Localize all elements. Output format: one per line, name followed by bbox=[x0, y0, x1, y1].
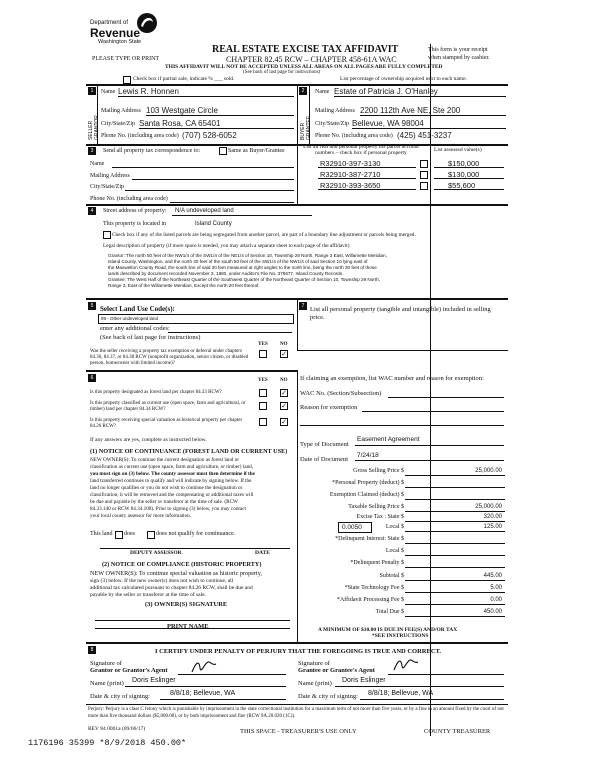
notice1-title: (1) NOTICE OF CONTINUANCE (FOREST LAND OR CURRENT USE) bbox=[90, 448, 288, 455]
notice1-line: classification, it will be removed and the compensating or additional taxes will bbox=[90, 492, 254, 498]
partial-sale-checkbox[interactable] bbox=[123, 76, 131, 84]
assessed-value[interactable]: $55,600 bbox=[448, 181, 476, 190]
section-3-marker: 3 bbox=[88, 147, 96, 155]
minimum-note: A MINIMUM OF $10.00 IS DUE IN FEE(S) AND/OR TAX bbox=[318, 627, 458, 633]
notice1-line: land no longer qualifies or you do not wish to continue the designation or bbox=[90, 485, 243, 491]
seller-address-label: Mailing Address bbox=[101, 108, 141, 114]
grantee-agent-label: Grantee or Grantee's Agent bbox=[298, 667, 375, 674]
section-2-marker: 2 bbox=[299, 87, 307, 95]
grantee-date[interactable]: 8/8/18; Bellevue, WA bbox=[368, 690, 434, 697]
rule bbox=[97, 86, 98, 144]
seller-city-label: City/State/Zip bbox=[101, 121, 135, 127]
forest-question: Is this property designated as forest land per chapter 84.33 RCW? bbox=[90, 390, 222, 395]
grantee-name-label: Name (print) bbox=[298, 680, 332, 687]
print-name-label: PRINT NAME bbox=[167, 623, 209, 630]
tax-row-label: Local $ bbox=[385, 548, 404, 554]
agency-line2: Revenue bbox=[90, 26, 141, 40]
rule bbox=[100, 548, 290, 549]
buyer-phone-label: Phone No. (including area code) bbox=[315, 133, 393, 139]
notice1-line: 84.33.140 or RCW 84.34.108). Prior to signing (3) below, you may contact bbox=[90, 506, 246, 512]
tax-row-label: *Delinquent Penalty $ bbox=[350, 560, 404, 566]
this-land-label: This land bbox=[90, 531, 113, 537]
section-7-marker: 7 bbox=[299, 302, 307, 310]
receipt-note-1: This form is your receipt bbox=[428, 47, 488, 53]
yes-header: YES bbox=[258, 378, 268, 383]
seller-address[interactable]: 103 Westgate Circle bbox=[146, 106, 218, 115]
rule bbox=[405, 580, 505, 581]
correspondence-label: Send all property tax correspondence to: bbox=[103, 148, 201, 154]
land-use-see-back: (See back of last page for instructions) bbox=[100, 334, 201, 341]
tax-row-value[interactable]: 320.00 bbox=[483, 514, 502, 520]
rule bbox=[125, 190, 294, 191]
grantee-name[interactable]: Doris Eslinger bbox=[342, 677, 386, 684]
reason-label: Reason for exemption bbox=[300, 404, 358, 411]
notice1-line: land transferred continues to qualify and will indicate by signing below. If the bbox=[90, 478, 252, 484]
current-use-no-checkbox[interactable]: ✓ bbox=[281, 402, 287, 410]
exemption-yes-checkbox[interactable] bbox=[259, 350, 267, 358]
section-rule bbox=[86, 370, 298, 372]
rule bbox=[405, 487, 505, 488]
corr-phone-label: Phone No. (including area code) bbox=[90, 196, 168, 202]
notice2-title: (2) NOTICE OF COMPLIANCE (HISTORIC PROPERTY) bbox=[102, 561, 262, 568]
rule bbox=[168, 332, 292, 333]
grantor-date-label: Date & city of signing: bbox=[90, 693, 150, 700]
section-5-marker: 5 bbox=[88, 302, 96, 310]
receipt-note-2: when stamped by cashier. bbox=[428, 55, 490, 61]
rule bbox=[405, 521, 505, 522]
forest-no-checkbox[interactable]: ✓ bbox=[281, 389, 287, 397]
personal-property-checkbox[interactable] bbox=[420, 160, 428, 168]
legal-line: Range 3, East of the Willamette Meridian, Except the north 20 feet thereof. bbox=[108, 283, 260, 288]
seller-phone-label: Phone No. (including area code) bbox=[101, 133, 179, 139]
tax-row-label: *State Technology Fee $ bbox=[344, 585, 404, 591]
rule bbox=[405, 592, 505, 593]
tax-row-label: *Personal Property (deduct) $ bbox=[332, 480, 404, 486]
seller-city[interactable]: Santa Rosa, CA 65401 bbox=[139, 119, 221, 128]
parcel-number[interactable]: R32910-393-3650 bbox=[320, 181, 381, 190]
exemption-question: Was the seller receiving a property tax exemption or deferral under chapters 84.36, 84.37, or 84.38 RCW (nonprofit organization, senior citizen, or disabled person, homeowner with limited income)? bbox=[90, 349, 249, 366]
section-rule bbox=[86, 642, 508, 644]
rule bbox=[434, 167, 504, 168]
section-1-marker: 1 bbox=[88, 87, 96, 95]
local-rate-box[interactable] bbox=[338, 522, 372, 533]
see-back: (See back of last page for instructions) bbox=[243, 70, 321, 75]
does-not-label: does not qualify for continuance. bbox=[156, 531, 236, 537]
additional-codes-label: enter any additional codes: bbox=[100, 325, 170, 332]
same-as-buyer-label: Same as Buyer/Grantee bbox=[228, 148, 285, 154]
rule bbox=[434, 178, 504, 179]
no-header: NO bbox=[280, 342, 288, 347]
exemption-no-checkbox[interactable]: ✓ bbox=[281, 350, 287, 358]
located-in-label: This property is located in bbox=[103, 221, 166, 227]
historic-question: Is this property receiving special valuation as historical property per chapter 84.26 RCW? bbox=[90, 418, 243, 429]
historic-yes-checkbox[interactable] bbox=[259, 418, 267, 426]
perjury-text: Perjury: Perjury is a class C felony which is punishable by imprisonment in the state correctional institution for a maximum term of not more than five years, or by a fine in an amount fixed by the court of not more than five thousand dollars ($5,000.00), or by both imprisonment and fine (RCW 9A.20.020 (1C)). bbox=[88, 707, 504, 719]
rule bbox=[297, 370, 298, 642]
rule bbox=[297, 144, 298, 204]
rule bbox=[300, 425, 504, 426]
tax-row-value[interactable]: 25,000.00 bbox=[475, 504, 502, 510]
tax-row-label: *Delinquent Interest: State $ bbox=[335, 536, 404, 542]
legal-line: Grantee: The West Half of the Northeast Quarter of the Southwest Quarter of the Northeast Quarter of Section 10, Township 29 North, bbox=[108, 277, 380, 282]
tax-row-value[interactable]: 25,000.00 bbox=[475, 468, 502, 474]
rule bbox=[405, 531, 505, 532]
agency-line3: Washington State bbox=[98, 39, 142, 45]
rule bbox=[318, 167, 416, 168]
does-label: does bbox=[124, 531, 135, 537]
doc-date-label: Date of Document bbox=[300, 456, 349, 463]
rule bbox=[170, 202, 294, 203]
legal-line: Grantor: The north 50 feet of the NW1/4 of the SW1/4 of the NE1/4 of Section 10, Township 29 North, Range 3 East, Willamette Meridian, bbox=[108, 253, 387, 258]
assessed-value[interactable]: $130,000 bbox=[448, 170, 480, 179]
legal-label: Legal description of property (if more space is needed, you may attach a separate sheet to each page of the affidavit) bbox=[103, 243, 350, 249]
grantor-name[interactable]: Doris Eslinger bbox=[132, 677, 176, 684]
rule bbox=[146, 115, 294, 116]
rule bbox=[335, 686, 504, 687]
reason-input[interactable] bbox=[362, 411, 504, 412]
no-header: NO bbox=[280, 378, 288, 383]
grantee-date-label: Date & city of signing: bbox=[298, 693, 358, 700]
rule bbox=[405, 499, 505, 500]
current-use-yes-checkbox[interactable] bbox=[259, 402, 267, 410]
tax-row-label: Taxable Selling Price $ bbox=[348, 504, 404, 510]
notice1-line: classification as current use (open space, farm and agriculture, or timber) land, bbox=[90, 464, 254, 470]
rule bbox=[118, 96, 294, 97]
warning-text: THIS AFFIDAVIT WILL NOT BE ACCEPTED UNLESS ALL AREAS ON ALL PAGES ARE FULLY COMPLETED bbox=[165, 64, 443, 70]
local-rate: 0.0050 bbox=[342, 524, 362, 531]
street-label: Street address of property: bbox=[103, 208, 167, 214]
land-use-select[interactable] bbox=[98, 314, 294, 324]
grantor-agent-label: Grantor or Grantor's Agent bbox=[90, 667, 168, 674]
see-instructions: *SEE INSTRUCTIONS bbox=[372, 633, 429, 639]
rule bbox=[355, 445, 504, 446]
grantee-signature-icon bbox=[392, 656, 422, 674]
rule bbox=[352, 128, 506, 129]
chapter-ref: CHAPTER 82.45 RCW – CHAPTER 458-61A WAC bbox=[226, 55, 397, 64]
agency-line1: Department of bbox=[90, 20, 129, 26]
seller-name[interactable]: Lewis R. Honnen bbox=[118, 87, 179, 96]
corr-address-label: Mailing Address bbox=[90, 173, 130, 179]
wac-input[interactable] bbox=[388, 397, 504, 398]
rule bbox=[160, 699, 286, 700]
qualifies-checkbox[interactable] bbox=[115, 531, 123, 539]
form-title: REAL ESTATE EXCISE TAX AFFIDAVIT bbox=[212, 44, 399, 55]
notice2-line: NEW OWNER(S): To continue special valuation as historic property, bbox=[90, 570, 262, 577]
grantor-sig-label: Signature of bbox=[90, 660, 122, 667]
land-use-label: Select Land Use Code(s): bbox=[100, 305, 175, 313]
legal-line: Island County, Washington, and the north 30 feet of the south 50 feet of the SW1/4 of the NW1/4 of said Section 10 lying east of bbox=[108, 259, 368, 264]
notice2-line: payable by the seller or transferor at the time of sale. bbox=[90, 592, 206, 598]
rule bbox=[405, 543, 505, 544]
personal-property-checkbox[interactable] bbox=[420, 171, 428, 179]
certification-heading: I CERTIFY UNDER PENALTY OF PERJURY THAT THE FOREGOING IS TRUE AND CORRECT. bbox=[155, 648, 442, 655]
tax-row-label: Excise Tax : State $ bbox=[356, 514, 404, 520]
boundary-label: Check box if any of the listed parcels are being segregated from another parcel, are part of a boundary line adjustment or parcels being merged. bbox=[112, 232, 416, 238]
notice1-line: NEW OWNER(S): To continue the current designation as forest land or bbox=[90, 457, 239, 463]
buyer-name-label: Name bbox=[315, 89, 330, 95]
please-type: PLEASE TYPE OR PRINT bbox=[92, 56, 160, 62]
rule bbox=[309, 86, 310, 144]
grantor-date[interactable]: 8/8/18; Bellevue, WA bbox=[170, 690, 236, 697]
doc-date-value[interactable]: 7/24/18 bbox=[357, 452, 379, 459]
rule bbox=[405, 616, 505, 617]
notice2-line: additional tax calculated pursuant to chapter 84.26 RCW, shall be due and bbox=[90, 585, 253, 591]
tax-row-label: Gross Selling Price $ bbox=[353, 468, 404, 474]
rule bbox=[112, 167, 294, 168]
partial-sale-label: Check box if partial sale, indicate % ___ sold. bbox=[133, 76, 235, 82]
rule bbox=[355, 460, 504, 461]
form-number: REV 84 0001a (09/06/17) bbox=[88, 726, 146, 732]
rule bbox=[297, 84, 298, 144]
rule bbox=[139, 128, 294, 129]
section-6-marker: 6 bbox=[88, 374, 96, 382]
tax-row-value[interactable]: 125.00 bbox=[483, 524, 502, 530]
corr-city-label: City/State/Zip bbox=[90, 184, 124, 190]
tax-row-label: Exemption Claimed (deduct) $ bbox=[329, 492, 404, 498]
yes-header: YES bbox=[258, 342, 268, 347]
seller-phone[interactable]: (707) 528-6052 bbox=[182, 131, 237, 140]
rule bbox=[360, 115, 506, 116]
not-qualifies-checkbox[interactable] bbox=[147, 531, 155, 539]
tax-row-label: Total Due $ bbox=[375, 609, 404, 615]
if-yes-note: If any answers are yes, complete as instructed below. bbox=[90, 437, 207, 443]
doc-type-value[interactable]: Easement Agreement bbox=[357, 436, 420, 443]
rule bbox=[297, 350, 508, 351]
doc-type-label: Type of Document bbox=[300, 441, 349, 448]
legal-line: the Maxwelton County Road, the south line of said 30 feet measured at right angles to the north line, being the north 30 feet of those bbox=[108, 265, 377, 270]
notice1-line: you must sign on (3) below. The county assessor must then determine if the bbox=[90, 471, 255, 477]
owner-signature-label: (3) OWNER(S) SIGNATURE bbox=[145, 601, 228, 608]
boundary-checkbox[interactable] bbox=[103, 231, 111, 239]
exemption-claim-text: If claiming an exemption, list WAC number and reason for exemption: bbox=[300, 375, 484, 382]
personal-property-checkbox[interactable] bbox=[420, 182, 428, 190]
section-rule bbox=[86, 204, 508, 206]
grantee-signature-line[interactable] bbox=[388, 674, 504, 675]
notice1-line: your local county assessor for more information. bbox=[90, 513, 191, 519]
rule bbox=[405, 567, 505, 568]
tax-row-value[interactable]: 5.00 bbox=[490, 585, 502, 591]
buyer-address[interactable]: 2200 112th Ave NE, Ste 200 bbox=[360, 106, 461, 115]
tax-row-label: Subtotal $ bbox=[379, 573, 404, 579]
legal-line: lands described by document recorded November 3, 1980, under Auditor's File No. 375677, Island County Records. bbox=[108, 271, 344, 276]
parcel-number[interactable]: R32910-397-3130 bbox=[320, 159, 381, 168]
tax-row-label: *Affidavit Processing Fee $ bbox=[336, 597, 404, 603]
rule bbox=[405, 511, 505, 512]
land-use-code: 99 - Other undeveloped land bbox=[101, 316, 159, 321]
section-4-marker: 4 bbox=[88, 207, 96, 215]
rule bbox=[334, 96, 506, 97]
buyer-address-label: Mailing Address bbox=[315, 108, 355, 114]
owner-signature-line[interactable] bbox=[95, 620, 290, 621]
rule bbox=[297, 298, 298, 350]
rule bbox=[172, 215, 312, 216]
rule bbox=[405, 475, 505, 476]
historic-no-checkbox[interactable]: ✓ bbox=[281, 418, 287, 426]
current-use-question: Is this property classified as current use (open space, farm and agricultural, or timber) land per chapter 84.34 RCW? bbox=[90, 401, 246, 412]
street-address[interactable]: N/A undeveloped land bbox=[175, 208, 234, 214]
grantor-signature-icon bbox=[190, 658, 220, 676]
tax-row-value[interactable]: 445.00 bbox=[483, 573, 502, 579]
tax-row-value[interactable]: 0.00 bbox=[490, 597, 502, 603]
rule bbox=[434, 189, 504, 190]
ownership-note: List percentage of ownership acquired next to each name. bbox=[340, 76, 467, 82]
rule bbox=[360, 699, 504, 700]
rule bbox=[318, 189, 416, 190]
buyer-phone[interactable]: (425) 451-3237 bbox=[397, 131, 452, 140]
notice1-line: be due and payable by the seller or transferor at the time of sale. (RCW bbox=[90, 499, 238, 505]
buyer-city[interactable]: Bellevue, WA 98004 bbox=[352, 119, 424, 128]
value-header: List assessed value(s) bbox=[434, 147, 482, 153]
forest-yes-checkbox[interactable] bbox=[259, 389, 267, 397]
rule bbox=[125, 686, 286, 687]
same-as-buyer-checkbox[interactable] bbox=[219, 147, 227, 155]
personal-property-text: List all personal property (tangible and intangible) included in selling price. bbox=[310, 306, 491, 321]
notice2-line: sign (3) below. If the new owner(s) does not wish to continue, all bbox=[90, 578, 234, 584]
date-label: DATE bbox=[255, 550, 270, 556]
treasurer-use: THIS SPACE - TREASURER'S USE ONLY bbox=[240, 728, 357, 735]
parcel-header: List all real and personal property tax parcel account numbers – check box if personal property bbox=[303, 144, 419, 156]
rule bbox=[86, 704, 508, 705]
county-treasurer: COUNTY TREASURER bbox=[424, 728, 491, 735]
treasurer-stamp: 1176196 35399 *8/9/2018 450.00* bbox=[28, 738, 187, 748]
buyer-name[interactable]: Estate of Patricia J. O'Hanley bbox=[334, 87, 438, 96]
assessed-value[interactable]: $150,000 bbox=[448, 159, 480, 168]
seller-name-label: Name bbox=[101, 89, 116, 95]
rule bbox=[318, 178, 416, 179]
rule bbox=[405, 604, 505, 605]
tax-row-label: Local $ bbox=[385, 524, 404, 530]
seller-vertical-label: SELLER GRANTOR bbox=[88, 115, 100, 140]
deputy-assessor-label: DEPUTY ASSESSOR bbox=[130, 550, 182, 556]
county[interactable]: Island County bbox=[195, 221, 232, 227]
grantor-name-label: Name (print) bbox=[90, 680, 124, 687]
revenue-logo bbox=[90, 12, 160, 50]
rule bbox=[132, 179, 294, 180]
wac-label: WAC No. (Section/Subsection) bbox=[300, 390, 382, 397]
buyer-city-label: City/State/Zip bbox=[315, 121, 349, 127]
grantee-sig-label: Signature of bbox=[298, 660, 330, 667]
parcel-number[interactable]: R32910-387-2710 bbox=[320, 170, 381, 179]
rule bbox=[405, 555, 505, 556]
buyer-vertical-label: BUYER GRANTEE bbox=[300, 115, 312, 140]
corr-name-label: Name bbox=[90, 161, 105, 167]
tax-row-value[interactable]: 450.00 bbox=[483, 609, 502, 615]
section-8-marker: 8 bbox=[88, 646, 96, 654]
